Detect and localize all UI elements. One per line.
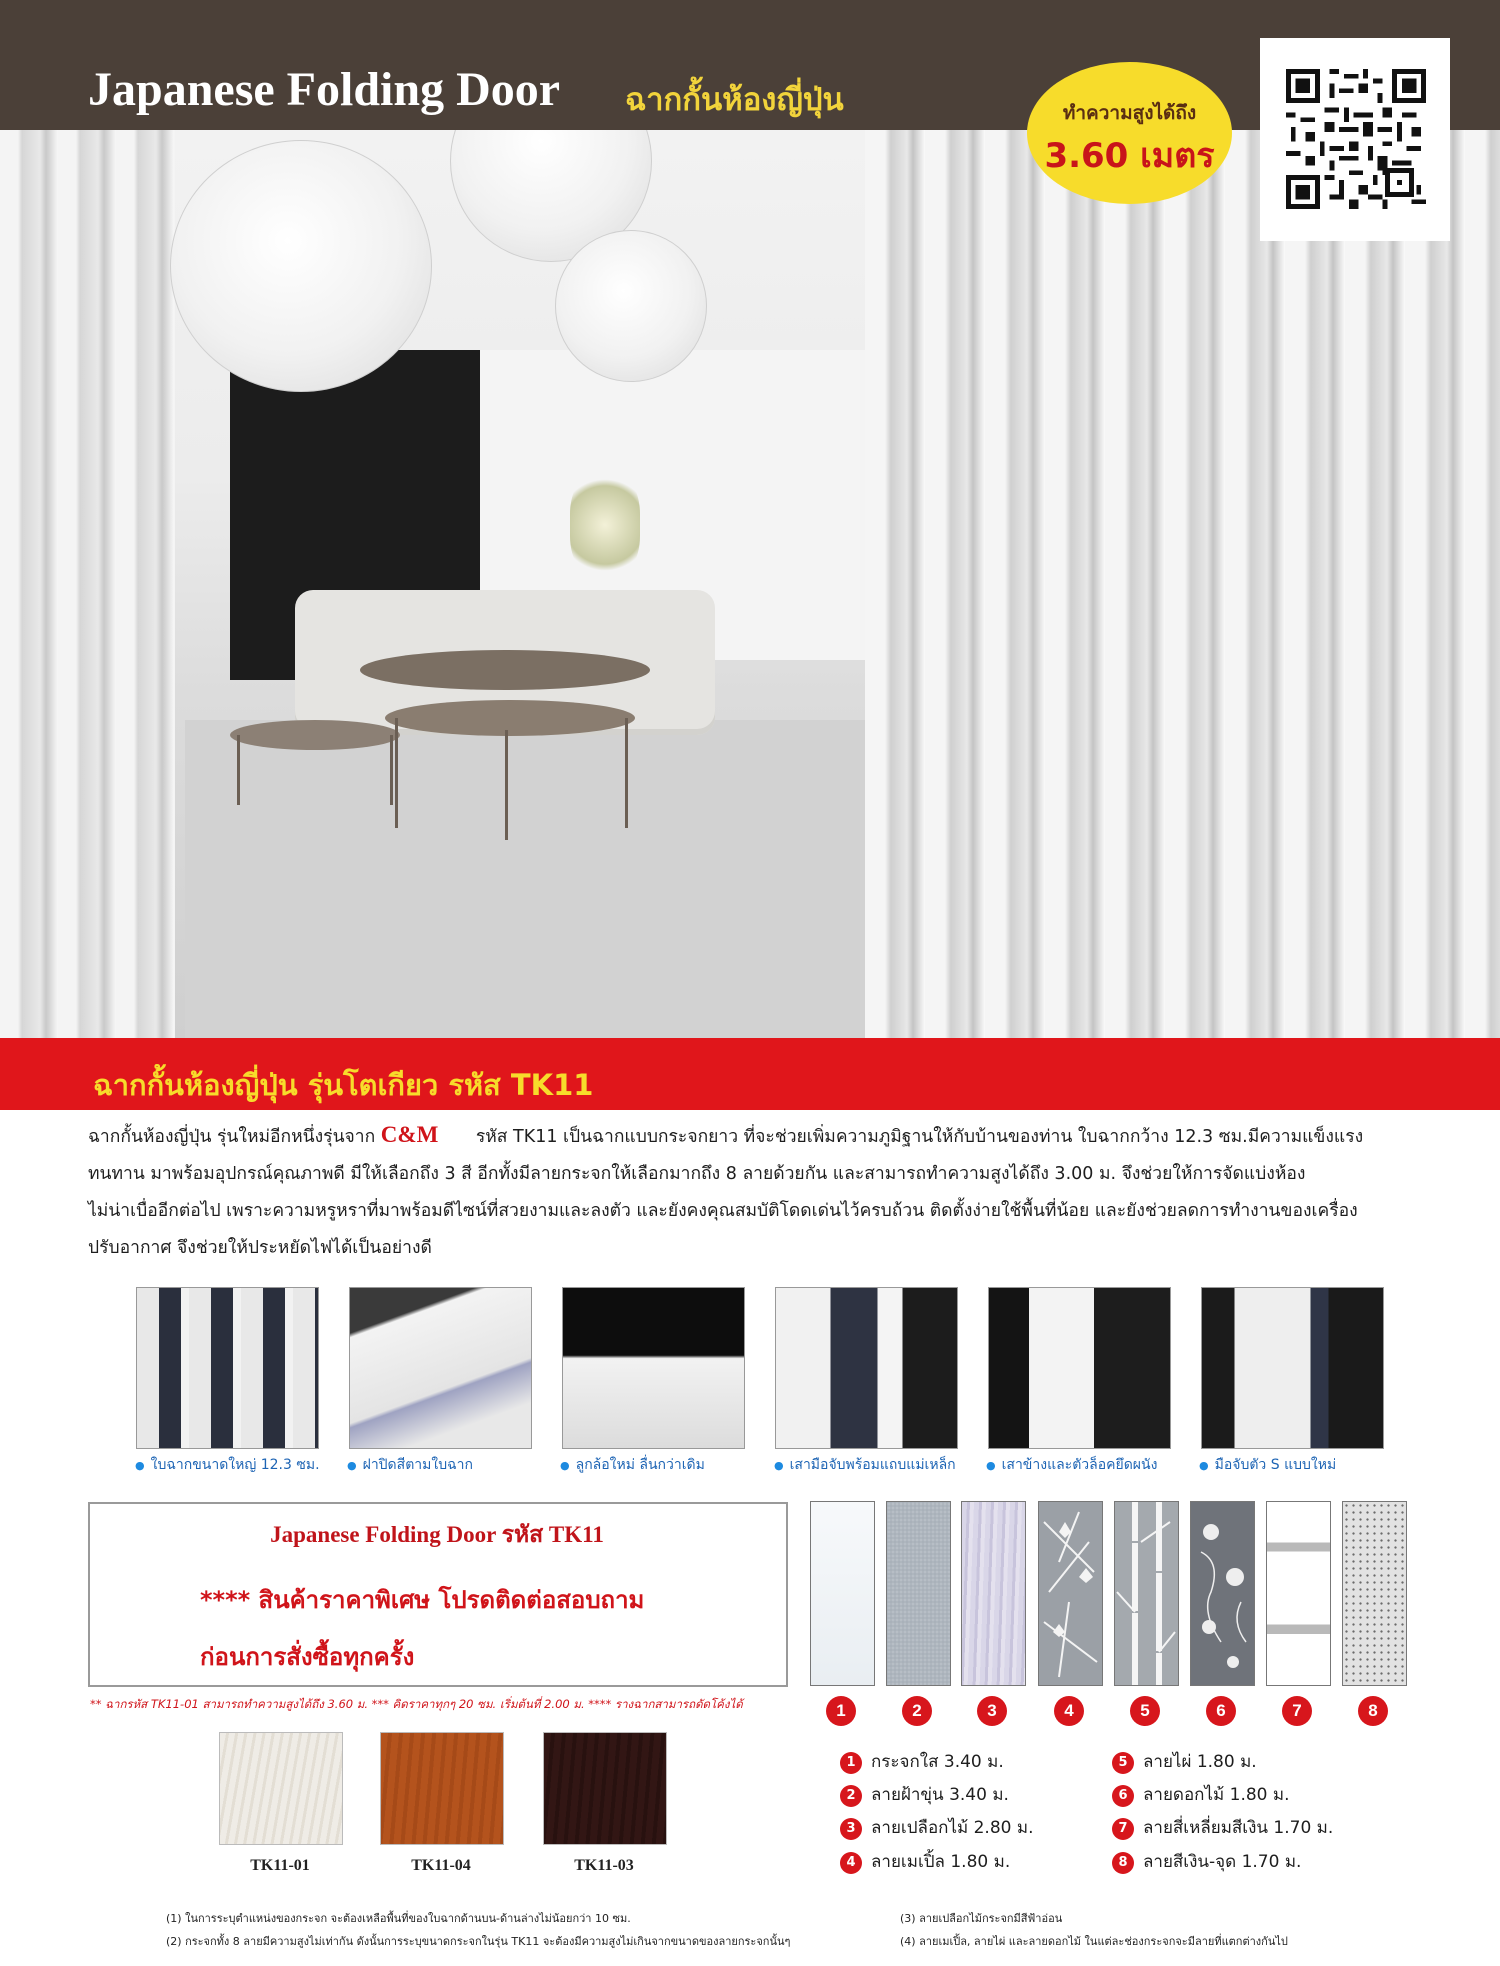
bamboo-icon: [1115, 1502, 1178, 1685]
pattern-number: 3: [977, 1696, 1007, 1726]
description-line-1: [88, 1122, 1428, 1150]
bullet-icon: ●: [135, 1459, 145, 1472]
feature-caption: ● มือจับตัว S แบบใหม่: [1199, 1457, 1337, 1473]
promo-line-2: ก่อนการสั่งซื้อทุกครั้ง: [200, 1643, 415, 1671]
pattern-legend-item: 5 ลายไผ่ 1.80 ม.: [1112, 1748, 1257, 1775]
side-table: [230, 720, 400, 750]
color-swatch-white: [219, 1732, 343, 1845]
hero-image: [0, 130, 1500, 1038]
pendant-lamp: [170, 140, 432, 392]
flower-icon: [1191, 1502, 1254, 1685]
folding-door-left: [0, 130, 175, 1038]
pattern-legend-item: 8 ลายสีเงิน-จุด 1.70 ม.: [1112, 1848, 1301, 1875]
feature-image-rollers: [562, 1287, 745, 1449]
pendant-lamp: [555, 230, 707, 382]
footnote-1: (1) ในการระบุตำแหน่งของกระจก จะต้องเหลือพื้นที่ของใบฉากด้านบน-ด้านล่างไม่น้อยกว่า 10 ซม.: [166, 1912, 631, 1925]
page-title-en: Japanese Folding Door: [88, 63, 561, 116]
plant: [570, 470, 640, 580]
pattern-legend-item: 7 ลายสี่เหลี่ยมสีเงิน 1.70 ม.: [1112, 1814, 1333, 1841]
pattern-number: 2: [902, 1696, 932, 1726]
feature-caption: ● ลูกล้อใหม่ ลื่นกว่าเดิม: [560, 1457, 705, 1473]
bullet-icon: ●: [1199, 1459, 1209, 1472]
description-text: รหัส TK11 เป็นฉากแบบกระจกยาว ที่จะช่วยเพิ่มความภูมิฐานให้กับบ้านของท่าน ใบฉากกว้าง 12.3 ซม.มีความแข็งแรง: [475, 1127, 1364, 1147]
description-line-3: ไม่น่าเบื่ออีกต่อไป เพราะความหรูหราที่มาพร้อมดีไซน์ที่สวยงามและลงตัว และยังคงคุณสมบัติโดดเด่นไว้ครบถ้วน ติดตั้งง่ายใช้พื้นที่น้อย และยังช่วยลดการทำงานของเครื่อง: [88, 1201, 1358, 1221]
feature-caption: ● ฝาปิดสีตามใบฉาก: [347, 1457, 473, 1473]
pattern-legend-item: 1 กระจกใส 3.40 ม.: [840, 1748, 1004, 1775]
bullet-icon: ●: [560, 1459, 570, 1472]
feature-image-cover-cap: [349, 1287, 532, 1449]
glass-pattern-silver-squares: [1266, 1501, 1331, 1686]
table-leg: [390, 735, 393, 805]
promo-title: Japanese Folding Door รหัส TK11: [270, 1522, 604, 1547]
table-leg: [237, 735, 240, 805]
coffee-table-top: [360, 650, 650, 690]
feature-image-magnetic-post: [775, 1287, 958, 1449]
description-line-2: ทนทาน มาพร้อมอุปกรณ์คุณภาพดี มีให้เลือกถึง 3 สี อีกทั้งมีลายกระจกให้เลือกมากถึง 8 ลายด้วยกัน และสามารถทำความสูงได้ถึง 3.00 ม. จึงช่วยให้การจัดแบ่งห้อง: [88, 1164, 1306, 1184]
table-leg: [395, 718, 398, 828]
product-title: ฉากกั้นห้องญี่ปุ่น รุ่นโตเกียว รหัส TK11: [93, 1068, 594, 1102]
pattern-legend-item: 6 ลายดอกไม้ 1.80 ม.: [1112, 1781, 1290, 1808]
living-room-scene: [175, 130, 865, 1038]
glass-pattern-frosted: [886, 1501, 951, 1686]
badge-text-line2: 3.60 เมตร: [1044, 136, 1215, 176]
brand-name: C&M: [380, 1122, 439, 1147]
footnote-4: (4) ลายเมเปิ้ล, ลายไผ่ และลายดอกไม้ ในแต่ละช่องกระจกจะมีลายที่แตกต่างกันไป: [900, 1935, 1288, 1948]
bullet-icon: ●: [986, 1459, 996, 1472]
badge-text-line1: ทำความสูงได้ถึง: [1062, 102, 1197, 124]
pattern-number: 4: [1054, 1696, 1084, 1726]
glass-pattern-bamboo: [1114, 1501, 1179, 1686]
promo-line-1: **** สินค้าราคาพิเศษ โปรดติดต่อสอบถาม: [200, 1586, 645, 1614]
pattern-legend-item: 2 ลายฝ้าขุ่น 3.40 ม.: [840, 1781, 1009, 1808]
qr-code-icon[interactable]: [1286, 66, 1426, 212]
pattern-number: 5: [1130, 1696, 1160, 1726]
feature-image-panel-width: [136, 1287, 319, 1449]
bullet-icon: ●: [347, 1459, 357, 1472]
pattern-number: 7: [1282, 1696, 1312, 1726]
glass-pattern-bark: [961, 1501, 1026, 1686]
page-title-th: ฉากกั้นห้องญี่ปุ่น: [625, 82, 844, 118]
table-leg: [625, 718, 628, 828]
feature-image-s-handle: [1201, 1287, 1384, 1449]
coffee-table-lower: [385, 700, 635, 736]
footnote-2: (2) กระจกทั้ง 8 ลายมีความสูงไม่เท่ากัน ดังนั้นการระบุขนาดกระจกในรุ่น TK11 จะต้องมีความสูงไม่เกินจากขนาดของลายกระจกนั้นๆ: [166, 1935, 791, 1948]
description-text: ฉากกั้นห้องญี่ปุ่น รุ่นใหม่อีกหนึ่งรุ่นจาก: [88, 1127, 376, 1147]
rug: [185, 720, 865, 1038]
maple-leaf-icon: [1039, 1502, 1102, 1685]
color-code-label: TK11-01: [250, 1857, 310, 1874]
pattern-number: 1: [826, 1696, 856, 1726]
glass-pattern-silver-dots: [1342, 1501, 1407, 1686]
feature-image-wall-lock: [988, 1287, 1171, 1449]
color-code-label: TK11-04: [411, 1857, 471, 1874]
glass-pattern-flower: [1190, 1501, 1255, 1686]
bullet-icon: ●: [774, 1459, 784, 1472]
table-leg: [505, 730, 508, 840]
pattern-legend-item: 3 ลายเปลือกไม้ 2.80 ม.: [840, 1814, 1033, 1841]
glass-pattern-maple: [1038, 1501, 1103, 1686]
color-code-label: TK11-03: [574, 1857, 634, 1874]
footnote-3: (3) ลายเปลือกไม้กระจกมีสีฟ้าอ่อน: [900, 1912, 1063, 1925]
feature-caption: ● ใบฉากขนาดใหญ่ 12.3 ซม.: [135, 1457, 320, 1473]
folding-door-right: [865, 130, 1500, 1038]
pattern-number: 6: [1206, 1696, 1236, 1726]
feature-caption: ● เสามือจับพร้อมแถบแม่เหล็ก: [774, 1457, 956, 1473]
description-line-4: ปรับอากาศ จึงช่วยให้ประหยัดไฟได้เป็นอย่างดี: [88, 1238, 432, 1258]
promo-note: ** ฉากรหัส TK11-01 สามารถทำความสูงได้ถึง 3.60 ม. *** คิดราคาทุกๆ 20 ซม. เริ่มต้นที่ 2.00 ม. **** รางฉากสามารถดัดโค้งได้: [90, 1697, 743, 1711]
pattern-legend-item: 4 ลายเมเปิ้ล 1.80 ม.: [840, 1848, 1010, 1875]
color-swatch-teak: [380, 1732, 504, 1845]
color-swatch-dark-brown: [543, 1732, 667, 1845]
feature-caption: ● เสาข้างและตัวล็อคยึดผนัง: [986, 1457, 1158, 1473]
pattern-number: 8: [1358, 1696, 1388, 1726]
glass-pattern-clear: [810, 1501, 875, 1686]
